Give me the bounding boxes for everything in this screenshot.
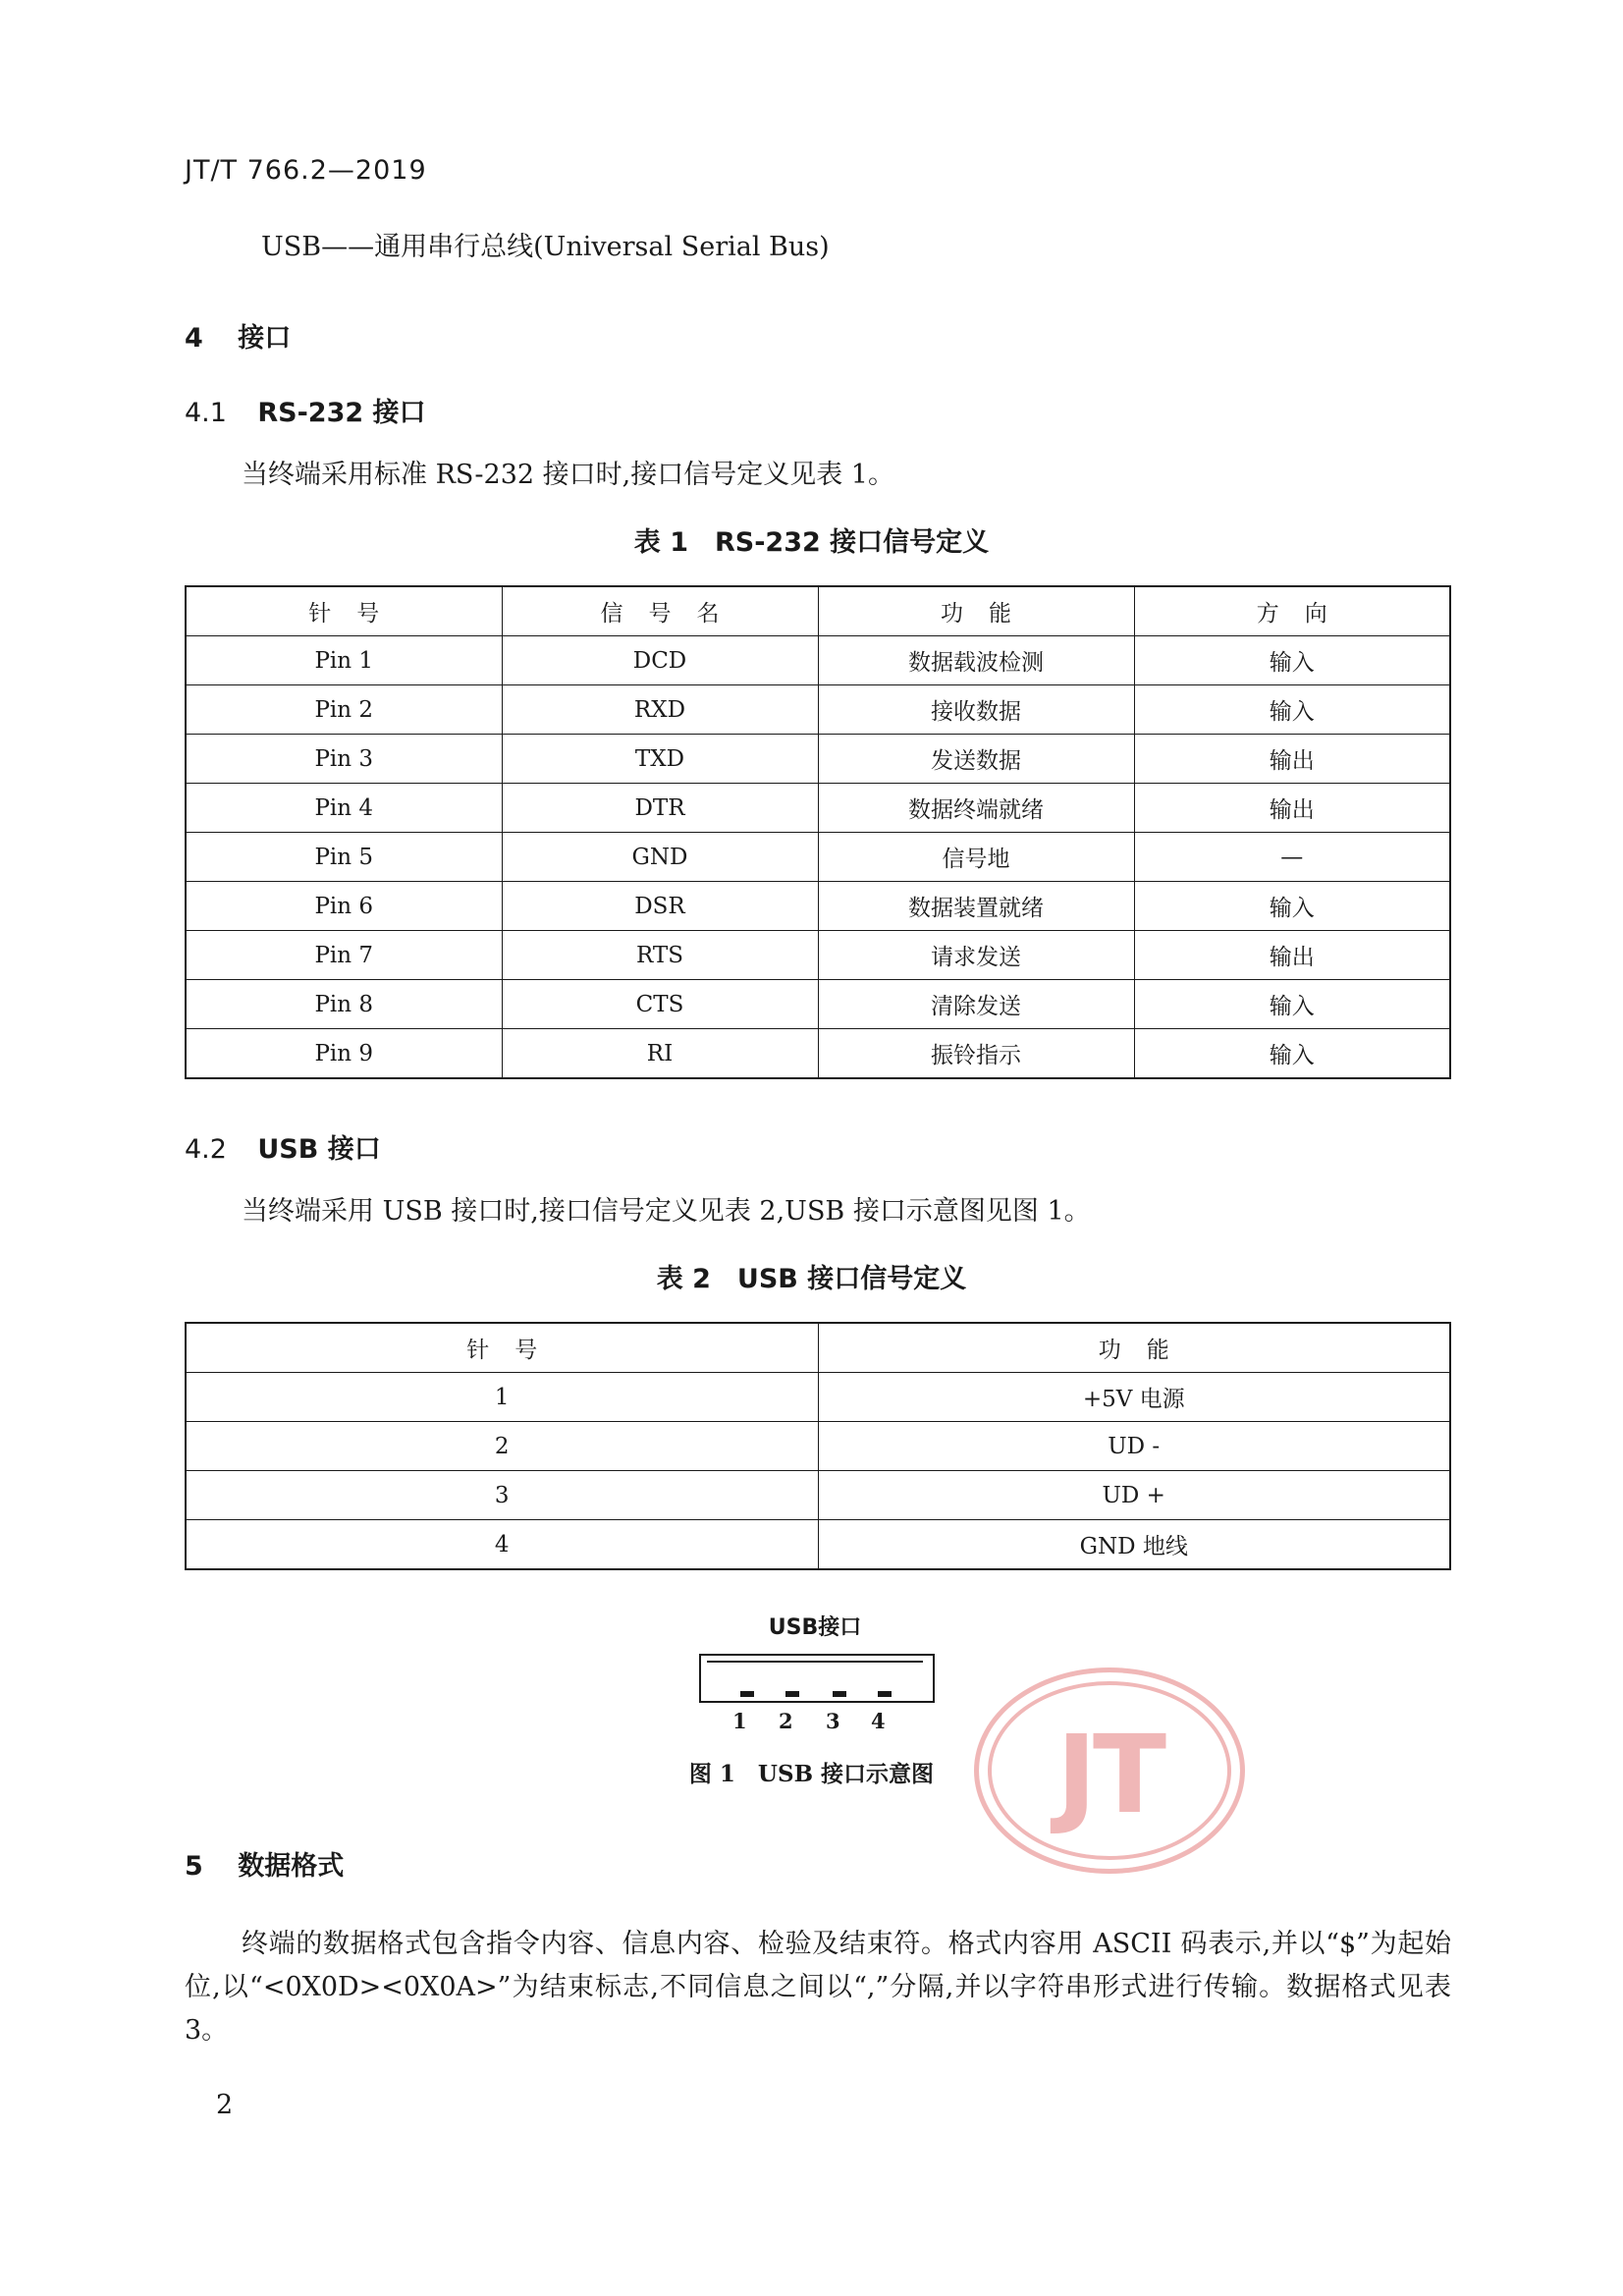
header-pin: 针号 — [186, 586, 502, 636]
cell-function: 信号地 — [818, 833, 1134, 882]
section-number: 4.1 — [185, 398, 227, 428]
table-header-row — [186, 586, 1450, 636]
cell-pin: Pin 4 — [186, 784, 502, 833]
pin-number: 2 — [779, 1709, 793, 1733]
cell-signal: RI — [502, 1029, 818, 1079]
table-usb-signals — [185, 1322, 1451, 1570]
cell-pin: 1 — [186, 1373, 818, 1422]
cell-pin: 4 — [186, 1520, 818, 1570]
usb-pin-contact-icon — [833, 1691, 846, 1697]
table-row — [186, 1520, 1450, 1570]
cell-pin: Pin 5 — [186, 833, 502, 882]
cell-signal: DTR — [502, 784, 818, 833]
pin-number: 3 — [826, 1709, 840, 1733]
cell-function: GND 地线 — [818, 1520, 1450, 1570]
cell-signal: RTS — [502, 931, 818, 980]
pin-number: 4 — [871, 1709, 886, 1733]
section-title: RS-232 接口 — [257, 398, 426, 428]
usb-pin-contact-icon — [785, 1691, 799, 1697]
section-number: 5 — [185, 1851, 203, 1882]
figure-1-caption: 图 1 USB 接口示意图 — [688, 1761, 935, 1787]
table-row — [186, 882, 1450, 931]
section-5-heading — [185, 1844, 344, 1883]
cell-function: 接收数据 — [818, 685, 1134, 735]
cell-direction: — — [1134, 833, 1450, 882]
table-2-caption: 表 2 USB 接口信号定义 — [656, 1264, 967, 1294]
table-1-caption: 表 1 RS-232 接口信号定义 — [633, 527, 990, 558]
section-4-heading — [185, 316, 291, 355]
table-row — [186, 980, 1450, 1029]
cell-signal: DSR — [502, 882, 818, 931]
cell-function: 清除发送 — [818, 980, 1134, 1029]
table-rs232-signals — [185, 585, 1451, 1079]
paragraph-4-1: 当终端采用标准 RS-232 接口时,接口信号定义见表 1。 — [242, 460, 894, 490]
usb-connector-figure — [687, 1611, 943, 1738]
table-row — [186, 1373, 1450, 1422]
usb-pin-contact-icon — [740, 1691, 754, 1697]
table-row — [186, 735, 1450, 784]
section-title: 接口 — [238, 323, 292, 354]
table-row — [186, 833, 1450, 882]
cell-signal: RXD — [502, 685, 818, 735]
document-header: JT/T 766.2—2019 — [185, 155, 427, 186]
section-number: 4.2 — [185, 1134, 227, 1165]
cell-signal: TXD — [502, 735, 818, 784]
usb-port-inner-line — [707, 1661, 923, 1663]
figure-label: USB接口 — [768, 1615, 862, 1640]
section-4-1-heading — [185, 391, 426, 429]
pin-number: 1 — [732, 1709, 747, 1733]
cell-function: 数据载波检测 — [818, 636, 1134, 685]
cell-pin: Pin 8 — [186, 980, 502, 1029]
cell-pin: 3 — [186, 1471, 818, 1520]
cell-function: +5V 电源 — [818, 1373, 1450, 1422]
cell-signal: DCD — [502, 636, 818, 685]
cell-direction: 输入 — [1134, 636, 1450, 685]
table-row — [186, 1029, 1450, 1079]
table-header-row — [186, 1323, 1450, 1373]
watermark-text: JT — [1056, 1712, 1163, 1837]
cell-function: 请求发送 — [818, 931, 1134, 980]
abbreviation-usb: USB——通用串行总线(Universal Serial Bus) — [261, 232, 830, 262]
table-row — [186, 636, 1450, 685]
cell-function: UD - — [818, 1422, 1450, 1471]
header-signal: 信号名 — [502, 586, 818, 636]
paragraph-5: 终端的数据格式包含指令内容、信息内容、检验及结束符。格式内容用 ASCII 码表示,并以“$”为起始位,以“<0X0D><0X0A>”为结束标志,不同信息之间以“,”分隔,并以字符串形式进行传输。数据格式见表 3。 — [185, 1929, 1451, 2046]
table-row — [186, 784, 1450, 833]
cell-function: 数据装置就绪 — [818, 882, 1134, 931]
cell-direction: 输入 — [1134, 1029, 1450, 1079]
cell-pin: Pin 9 — [186, 1029, 502, 1079]
section-title: 数据格式 — [238, 1851, 345, 1882]
table-row — [186, 1471, 1450, 1520]
header-pin: 针号 — [186, 1323, 818, 1373]
section-number: 4 — [185, 323, 203, 354]
cell-function: UD + — [818, 1471, 1450, 1520]
jt-watermark-seal — [974, 1667, 1245, 1874]
usb-port-outline-icon — [699, 1654, 935, 1703]
cell-direction: 输出 — [1134, 931, 1450, 980]
cell-signal: GND — [502, 833, 818, 882]
section-title: USB 接口 — [257, 1134, 381, 1165]
page-number: 2 — [216, 2090, 234, 2120]
cell-function: 发送数据 — [818, 735, 1134, 784]
cell-direction: 输入 — [1134, 882, 1450, 931]
cell-pin: Pin 1 — [186, 636, 502, 685]
table-row — [186, 685, 1450, 735]
header-direction: 方向 — [1134, 586, 1450, 636]
cell-pin: 2 — [186, 1422, 818, 1471]
header-function: 功能 — [818, 1323, 1450, 1373]
table-row — [186, 1422, 1450, 1471]
cell-signal: CTS — [502, 980, 818, 1029]
usb-pin-contact-icon — [878, 1691, 892, 1697]
cell-direction: 输入 — [1134, 980, 1450, 1029]
cell-function: 数据终端就绪 — [818, 784, 1134, 833]
paragraph-4-2: 当终端采用 USB 接口时,接口信号定义见表 2,USB 接口示意图见图 1。 — [242, 1196, 1091, 1227]
cell-pin: Pin 2 — [186, 685, 502, 735]
header-function: 功能 — [818, 586, 1134, 636]
table-row — [186, 931, 1450, 980]
cell-pin: Pin 6 — [186, 882, 502, 931]
section-4-2-heading — [185, 1127, 381, 1166]
cell-direction: 输入 — [1134, 685, 1450, 735]
cell-pin: Pin 3 — [186, 735, 502, 784]
cell-pin: Pin 7 — [186, 931, 502, 980]
cell-direction: 输出 — [1134, 735, 1450, 784]
cell-direction: 输出 — [1134, 784, 1450, 833]
cell-function: 振铃指示 — [818, 1029, 1134, 1079]
